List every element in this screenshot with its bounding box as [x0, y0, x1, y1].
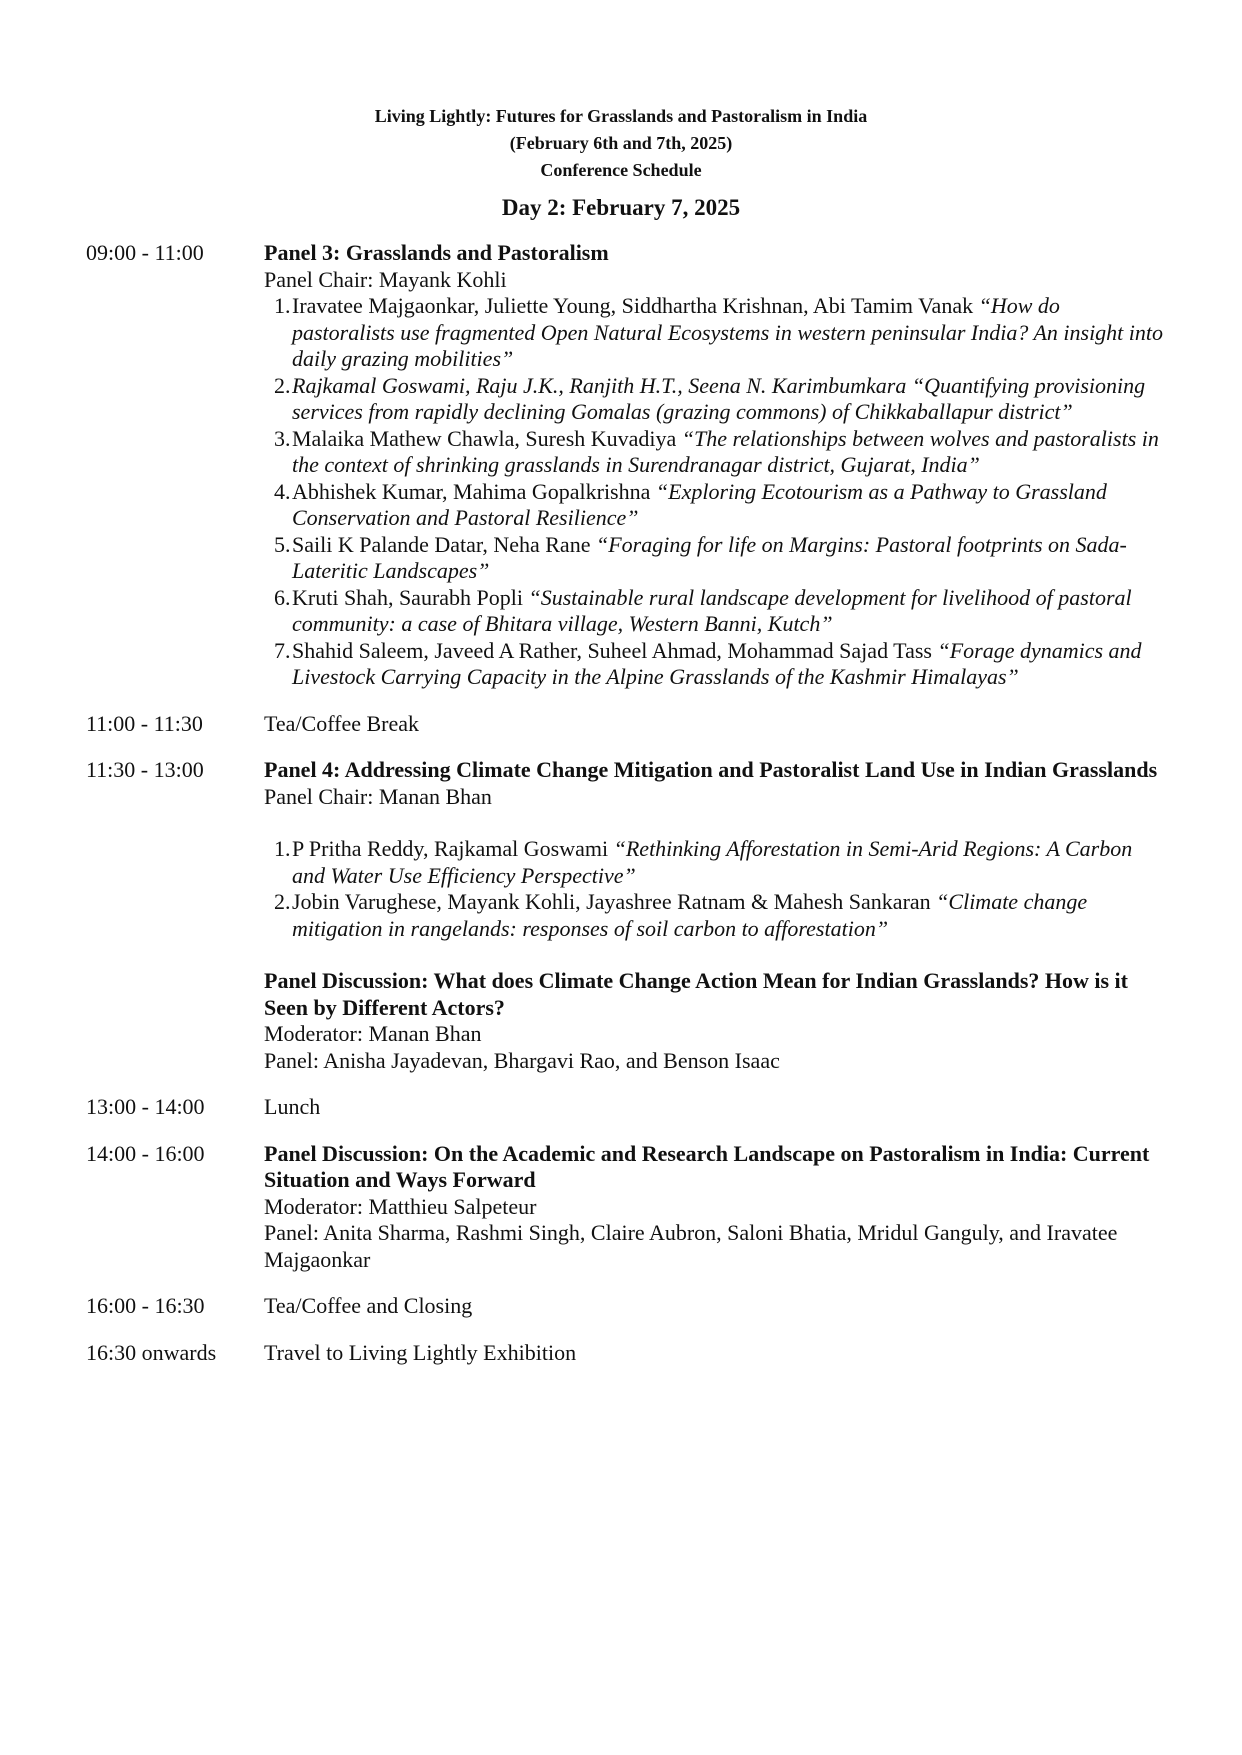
spacer	[264, 942, 1166, 968]
session-time: 14:00 - 16:00	[86, 1140, 205, 1166]
paper-number: 1.	[274, 293, 291, 318]
paper-number: 6.	[274, 584, 291, 610]
paper-number: 3.	[274, 425, 291, 451]
session-row	[86, 1094, 1166, 1121]
paper-list	[264, 293, 1166, 691]
paper-item	[264, 373, 1166, 426]
session-time: 11:30 - 13:00	[86, 757, 204, 782]
discussion-panel: Panel: Anita Sharma, Rashmi Singh, Claire Aubron, Saloni Bhatia, Mridul Ganguly, and Iravatee Majgaonkar	[264, 1220, 1118, 1272]
paper-number: 2.	[274, 889, 291, 914]
session-content	[264, 240, 1166, 691]
panel-chair: Panel Chair: Mayank Kohli	[264, 266, 507, 292]
session-content: Lunch	[264, 1094, 321, 1119]
conference-title: Living Lightly: Futures for Grasslands and Pastoralism in India	[374, 106, 868, 126]
paper-item	[264, 836, 1166, 889]
panel-chair: Panel Chair: Manan Bhan	[264, 783, 492, 809]
paper-number: 5.	[274, 531, 291, 557]
paper-number: 7.	[274, 637, 291, 663]
paper-title: “Climate change mitigation in rangelands: responses of soil carbon to afforestation”	[292, 889, 1088, 941]
session-content: Tea/Coffee and Closing	[264, 1293, 473, 1318]
paper-title: “Quantifying provisioning services from rapidly declining Gomalas (grazing commons) of Chikkaballapur district”	[292, 372, 1146, 424]
paper-authors: Jobin Varughese, Mayank Kohli, Jayashree Ratnam & Mahesh Sankaran	[292, 889, 937, 914]
paper-item	[264, 293, 1166, 373]
paper-title: “The relationships between wolves and pastoralists in the context of shrinking grasslands in Surendranagar district, Gujarat, India”	[292, 425, 1159, 477]
session-content: Travel to Living Lightly Exhibition	[264, 1339, 577, 1365]
schedule-subtitle: Conference Schedule	[540, 160, 702, 180]
session-time: 16:30 onwards	[86, 1339, 217, 1365]
discussion-title: Panel Discussion: What does Climate Change Action Mean for Indian Grasslands? How is it Seen by Different Actors?	[264, 968, 1128, 1020]
panel-title: Panel 4: Addressing Climate Change Mitigation and Pastoralist Land Use in Indian Grasslands	[264, 757, 1158, 782]
paper-item	[264, 532, 1166, 585]
day-heading: Day 2: February 7, 2025	[501, 195, 741, 220]
paper-authors: Kruti Shah, Saurabh Popli	[292, 584, 529, 610]
paper-list	[264, 836, 1166, 942]
session-row	[86, 1293, 1166, 1320]
paper-item	[264, 479, 1166, 532]
session-row	[86, 757, 1166, 1074]
session-row	[86, 1340, 1166, 1367]
conference-dates: (February 6th and 7th, 2025)	[509, 133, 733, 153]
paper-title: “Sustainable rural landscape development for livelihood of pastoral community: a case of Bhitara village, Western Banni, Kutch”	[292, 584, 1132, 636]
session-time: 16:00 - 16:30	[86, 1293, 205, 1318]
session-content	[264, 757, 1166, 1074]
paper-title: “Rethinking Afforestation in Semi-Arid Regions: A Carbon and Water Use Efficiency Perspective”	[292, 836, 1133, 888]
paper-number: 4.	[274, 478, 291, 504]
session-row	[86, 240, 1166, 691]
session-time: 09:00 - 11:00	[86, 240, 204, 265]
session-row	[86, 711, 1166, 738]
panel-title: Panel 3: Grasslands and Pastoralism	[264, 240, 609, 265]
discussion-moderator: Moderator: Matthieu Salpeteur	[264, 1193, 537, 1219]
paper-item	[264, 889, 1166, 942]
discussion-title: Panel Discussion: On the Academic and Research Landscape on Pastoralism in India: Current Situation and Ways Forward	[264, 1140, 1150, 1192]
paper-title: “Exploring Ecotourism as a Pathway to Grassland Conservation and Pastoral Resilience”	[292, 478, 1107, 530]
session-time: 13:00 - 14:00	[86, 1094, 205, 1119]
paper-item	[264, 426, 1166, 479]
paper-title: “Forage dynamics and Livestock Carrying Capacity in the Alpine Grasslands of the Kashmir Himalayas”	[292, 637, 1142, 689]
session-time: 11:00 - 11:30	[86, 710, 203, 736]
discussion-moderator: Moderator: Manan Bhan	[264, 1021, 482, 1046]
spacer	[264, 810, 1166, 836]
paper-authors: Saili K Palande Datar, Neha Rane	[292, 531, 596, 557]
paper-title: “Foraging for life on Margins: Pastoral footprints on Sada- Lateritic Landscapes”	[292, 531, 1127, 583]
paper-authors: Shahid Saleem, Javeed A Rather, Suheel Ahmad, Mohammad Sajad Tass	[292, 637, 938, 663]
session-content	[264, 1141, 1166, 1274]
schedule	[86, 240, 1166, 1386]
paper-item	[264, 585, 1166, 638]
paper-number: 2.	[274, 372, 291, 398]
paper-authors: Rajkamal Goswami, Raju J.K., Ranjith H.T., Seena N. Karimbumkara	[292, 372, 912, 398]
paper-authors: Abhishek Kumar, Mahima Gopalkrishna	[292, 478, 656, 504]
paper-authors: Malaika Mathew Chawla, Suresh Kuvadiya	[292, 425, 682, 451]
paper-item	[264, 638, 1166, 691]
paper-authors: Iravatee Majgaonkar, Juliette Young, Siddhartha Krishnan, Abi Tamim Vanak	[292, 293, 979, 318]
session-content: Tea/Coffee Break	[264, 710, 420, 736]
paper-title: “How do pastoralists use fragmented Open Natural Ecosystems in western peninsular India? An insight into daily grazing mobilities”	[292, 293, 1164, 371]
session-row	[86, 1141, 1166, 1274]
document-header	[0, 103, 1242, 184]
paper-number: 1.	[274, 836, 291, 861]
paper-authors: P Pritha Reddy, Rajkamal Goswami	[292, 836, 614, 861]
discussion-panel: Panel: Anisha Jayadevan, Bhargavi Rao, and Benson Isaac	[264, 1047, 780, 1073]
